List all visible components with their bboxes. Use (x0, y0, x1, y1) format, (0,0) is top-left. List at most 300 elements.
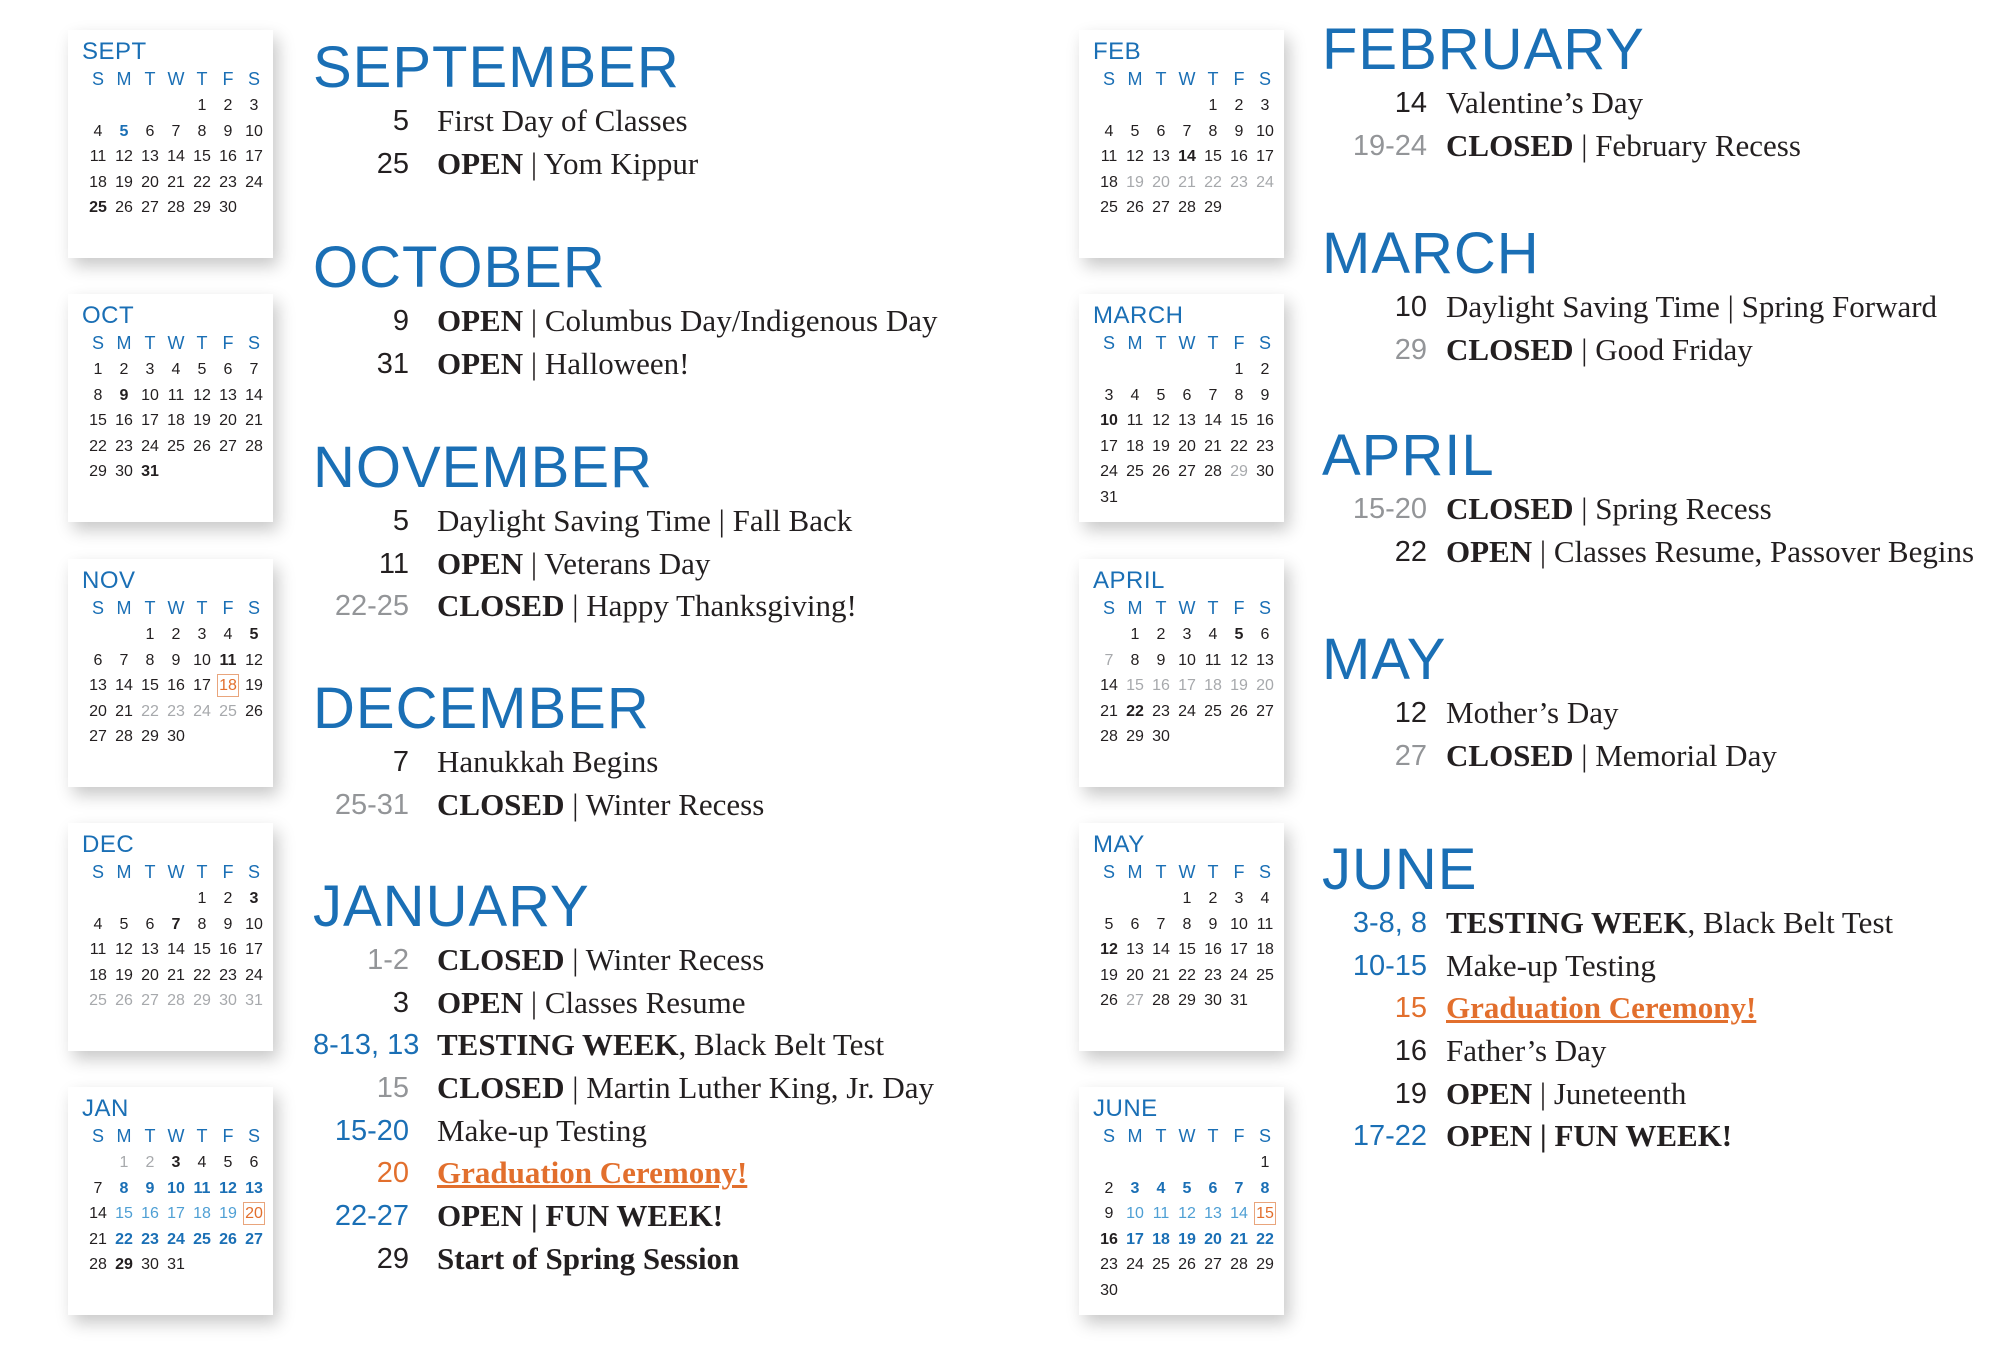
day-cell: 13 (141, 148, 159, 165)
event-row (1322, 1030, 1607, 1073)
day-cell: 15 (1204, 148, 1222, 165)
day-cell: 1 (1182, 890, 1192, 907)
mini-calendar-month: MAY (1093, 831, 1145, 858)
event-text-part: CLOSED (1446, 127, 1574, 163)
day-cell: 22 (1256, 1230, 1274, 1248)
day-cell: 30 (141, 1256, 159, 1273)
day-cell: 11 (1256, 915, 1274, 933)
day-cell: 16 (219, 941, 237, 958)
event-row (313, 939, 765, 982)
day-cell: 2 (119, 361, 129, 378)
day-cell: 22 (193, 966, 211, 984)
event-text-part: OPEN (437, 545, 524, 581)
weekday-label: T (196, 598, 208, 618)
event-text (437, 543, 710, 585)
event-row (313, 784, 765, 827)
mini-calendar-sept (68, 30, 273, 258)
month-title: DECEMBER (313, 676, 650, 741)
day-cell: 6 (223, 361, 233, 378)
week-row (1097, 1227, 1277, 1253)
event-text-part: CLOSED (1446, 737, 1574, 773)
event-date: 16 (1394, 1035, 1427, 1068)
weekday-label: W (1178, 1126, 1196, 1146)
day-cell: 18 (1126, 437, 1144, 455)
day-cell: 27 (1126, 992, 1144, 1009)
event-date: 10-15 (1352, 949, 1427, 982)
event-row (313, 543, 711, 586)
event-text-part: | Yom Kippur (523, 145, 699, 181)
day-grid (86, 1150, 266, 1278)
event-text (1446, 945, 1656, 987)
weekday-label: W (1178, 862, 1196, 882)
day-cell: 25 (219, 702, 237, 720)
week-row (86, 119, 266, 145)
week-row (1097, 699, 1277, 725)
month-title: JANUARY (313, 874, 590, 939)
weekday-label: S (247, 598, 260, 618)
day-cell: 14 (115, 677, 133, 694)
week-row (86, 622, 266, 648)
day-cell: 14 (1100, 677, 1118, 694)
day-cell: 15 (193, 941, 211, 958)
day-cell: 11 (1204, 651, 1222, 669)
day-cell: 4 (197, 1154, 207, 1171)
week-row (1097, 357, 1277, 383)
month-title: SEPTEMBER (313, 35, 680, 100)
day-cell: 19 (115, 173, 133, 191)
day-cell: 1 (197, 97, 207, 114)
event-date: 19-24 (1352, 129, 1427, 162)
day-cell: 8 (1182, 915, 1192, 933)
day-cell: 4 (1156, 1179, 1166, 1197)
day-cell: 17 (141, 412, 159, 429)
weekday-label: W (167, 862, 185, 882)
day-cell: 30 (167, 728, 185, 745)
day-cell: 2 (1234, 97, 1244, 114)
day-cell: 28 (1152, 992, 1170, 1009)
event-text (437, 1110, 647, 1152)
day-cell: 14 (167, 941, 185, 958)
weekday-label: S (91, 862, 104, 882)
week-row (86, 673, 266, 699)
weekday-label: F (1233, 862, 1245, 882)
day-cell: 29 (1126, 728, 1144, 745)
day-cell: 22 (141, 702, 159, 720)
day-cell: 3 (1130, 1179, 1140, 1197)
week-row (86, 144, 266, 170)
day-cell: 21 (89, 1230, 107, 1248)
day-cell: 21 (1152, 966, 1170, 984)
event-row (1322, 1115, 1733, 1158)
event-row (313, 1110, 647, 1153)
weekday-label: S (1102, 598, 1115, 618)
day-cell: 8 (145, 651, 155, 669)
weekday-label: T (144, 862, 156, 882)
weekday-label: W (1178, 69, 1196, 89)
day-cell: 15 (115, 1205, 133, 1222)
day-cell: 9 (171, 651, 181, 669)
day-cell: 23 (219, 966, 237, 984)
day-cell: 27 (1152, 199, 1170, 216)
day-cell: 13 (245, 1179, 263, 1197)
event-date: 9 (392, 305, 409, 337)
day-cell: 26 (1230, 702, 1248, 720)
day-cell: 30 (1256, 463, 1274, 480)
day-cell: 10 (193, 651, 211, 669)
mini-calendar-jan (68, 1087, 273, 1315)
event-row (313, 100, 688, 143)
event-date: 22-25 (334, 590, 409, 623)
week-row (86, 912, 266, 938)
day-cell: 2 (171, 626, 181, 643)
weekday-label: T (1155, 69, 1167, 89)
week-row (1097, 1150, 1277, 1176)
day-cell: 21 (167, 173, 185, 191)
day-cell: 28 (245, 437, 263, 455)
day-cell: 9 (145, 1179, 155, 1197)
day-cell: 18 (216, 673, 240, 698)
day-cell: 21 (245, 412, 263, 429)
day-cell: 20 (1126, 966, 1144, 984)
day-cell: 20 (242, 1201, 266, 1226)
event-text (437, 741, 658, 783)
graduation-link[interactable]: Graduation Ceremony! (1446, 990, 1757, 1026)
day-cell: 15 (89, 412, 107, 429)
day-cell: 13 (219, 386, 237, 404)
week-row (1097, 1278, 1277, 1304)
day-cell: 31 (167, 1256, 185, 1273)
day-cell: 3 (171, 1154, 181, 1171)
day-cell: 1 (1208, 97, 1218, 114)
day-cell: 9 (223, 122, 233, 140)
day-cell: 4 (223, 626, 233, 643)
day-cell: 15 (141, 677, 159, 694)
event-text (1446, 82, 1643, 124)
day-cell: 24 (245, 173, 263, 191)
month-title: FEBRUARY (1322, 17, 1645, 82)
day-cell: 3 (1234, 890, 1244, 907)
day-cell: 5 (223, 1154, 233, 1171)
day-cell: 29 (1204, 199, 1222, 216)
month-title: JUNE (1322, 837, 1478, 902)
day-cell: 29 (193, 199, 211, 216)
week-row (1097, 408, 1277, 434)
day-cell: 2 (1208, 890, 1218, 907)
day-cell: 6 (93, 651, 103, 669)
mini-calendar-may (1079, 823, 1284, 1051)
day-cell: 19 (1100, 966, 1118, 984)
month-section-april (1322, 423, 1975, 573)
event-text (1446, 692, 1618, 734)
event-date: 11 (378, 547, 409, 580)
week-row (86, 357, 266, 383)
event-date: 3 (392, 986, 409, 1019)
weekday-label: T (144, 69, 156, 89)
day-cell: 28 (1204, 463, 1222, 480)
weekday-label: T (144, 333, 156, 353)
event-text (1446, 735, 1777, 777)
week-row (1097, 170, 1277, 196)
event-row (313, 1152, 748, 1195)
day-cell: 5 (1234, 626, 1244, 643)
day-cell: 13 (89, 677, 107, 694)
mini-calendar-month: DEC (82, 831, 135, 858)
event-text (1446, 531, 1974, 573)
day-cell: 17 (167, 1205, 185, 1222)
day-cell: 22 (115, 1230, 133, 1248)
event-row (1322, 82, 1645, 125)
day-cell: 14 (1204, 412, 1222, 429)
day-cell: 16 (1230, 148, 1248, 165)
day-cell: 27 (141, 199, 159, 216)
day-cell: 5 (119, 915, 129, 933)
week-row (1097, 937, 1277, 963)
week-row (86, 988, 266, 1014)
event-row (1322, 329, 1753, 372)
day-cell: 23 (1204, 966, 1222, 984)
day-cell: 21 (115, 702, 133, 720)
event-text (437, 1024, 884, 1066)
day-cell: 1 (1234, 361, 1244, 378)
week-row (1097, 886, 1277, 912)
day-cell: 12 (1100, 941, 1118, 958)
week-row (1097, 1252, 1277, 1278)
day-cell: 1 (93, 361, 103, 378)
day-cell: 16 (219, 148, 237, 165)
day-cell: 2 (223, 97, 233, 114)
day-cell: 3 (1260, 97, 1270, 114)
day-cell: 7 (171, 122, 181, 140)
week-row (1097, 119, 1277, 145)
event-text (437, 1238, 739, 1280)
day-cell: 29 (89, 463, 107, 480)
week-row (1097, 648, 1277, 674)
week-row (86, 699, 266, 725)
weekday-label: F (222, 862, 234, 882)
weekday-label: F (222, 598, 234, 618)
weekday-label: M (116, 598, 132, 618)
event-text (437, 1067, 934, 1109)
week-row (1097, 195, 1277, 221)
weekday-label: F (1233, 598, 1245, 618)
weekday-label: T (1207, 69, 1219, 89)
event-text (437, 982, 745, 1024)
weekday-label: M (116, 69, 132, 89)
day-cell: 23 (1100, 1256, 1118, 1273)
weekday-label: M (116, 333, 132, 353)
month-title: MAY (1322, 627, 1447, 692)
day-grid (1097, 357, 1277, 510)
event-date: 5 (392, 105, 409, 137)
week-row (1097, 144, 1277, 170)
day-cell: 11 (1100, 148, 1118, 165)
month-section-november (313, 435, 857, 628)
day-cell: 1 (1260, 1154, 1270, 1171)
weekday-label: S (1102, 333, 1115, 353)
day-cell: 4 (1104, 122, 1114, 140)
day-cell: 8 (1260, 1179, 1270, 1197)
event-text-part: Daylight Saving Time | Fall Back (437, 503, 853, 538)
day-cell: 1 (1130, 626, 1140, 643)
mini-calendar-month: NOV (82, 567, 136, 594)
week-row (86, 434, 266, 460)
day-cell: 26 (1100, 992, 1118, 1009)
weekday-label: S (247, 333, 260, 353)
day-cell: 8 (1208, 122, 1218, 140)
event-text-part: , Black Belt Test (1687, 905, 1894, 940)
day-cell: 20 (1152, 173, 1170, 191)
day-cell: 29 (1256, 1256, 1274, 1273)
day-cell: 13 (141, 941, 159, 958)
day-cell: 27 (1178, 463, 1196, 480)
day-cell: 22 (1204, 173, 1222, 191)
day-cell: 18 (1152, 1230, 1170, 1248)
weekday-label: F (1233, 333, 1245, 353)
day-cell: 22 (1230, 437, 1248, 455)
day-cell: 3 (249, 97, 259, 114)
month-title: OCTOBER (313, 235, 606, 300)
day-cell: 9 (119, 386, 129, 404)
day-cell: 5 (119, 122, 129, 140)
day-cell: 12 (1178, 1205, 1196, 1222)
week-row (1097, 963, 1277, 989)
day-cell: 9 (1156, 651, 1166, 669)
day-cell: 4 (93, 122, 103, 140)
day-cell: 4 (171, 361, 181, 378)
event-text (1446, 488, 1772, 530)
event-date: 5 (392, 505, 409, 537)
day-cell: 16 (1152, 677, 1170, 694)
event-date: 17-22 (1352, 1120, 1427, 1153)
day-cell: 26 (1152, 463, 1170, 480)
day-cell: 12 (1126, 148, 1144, 165)
event-date: 15-20 (1352, 493, 1427, 525)
weekday-label: T (144, 598, 156, 618)
event-text-part: CLOSED (437, 942, 565, 977)
weekday-label: S (1258, 1126, 1271, 1146)
week-row (86, 1150, 266, 1176)
day-cell: 4 (1130, 386, 1140, 404)
week-row (86, 1227, 266, 1253)
event-text-part: OPEN (437, 345, 524, 381)
weekday-label: T (196, 862, 208, 882)
weekday-label: T (196, 1126, 208, 1146)
day-cell: 7 (93, 1179, 103, 1197)
day-cell: 7 (171, 915, 181, 933)
event-text-part: OPEN | FUN WEEK! (437, 1198, 724, 1234)
mini-calendar-nov (68, 559, 273, 787)
week-row (86, 408, 266, 434)
day-cell: 23 (1230, 173, 1248, 191)
day-cell: 29 (1178, 992, 1196, 1009)
event-date: 7 (392, 746, 409, 778)
week-row (1097, 912, 1277, 938)
weekday-label: S (91, 1126, 104, 1146)
day-cell: 25 (89, 992, 107, 1009)
day-cell: 27 (1204, 1256, 1222, 1273)
day-cell: 18 (1204, 677, 1222, 694)
event-text-part: OPEN (437, 303, 524, 338)
day-cell: 16 (115, 412, 133, 429)
day-cell: 7 (249, 361, 259, 378)
day-cell: 6 (145, 122, 155, 140)
day-cell: 25 (167, 437, 185, 455)
day-cell: 6 (1182, 386, 1192, 404)
day-cell: 18 (89, 173, 107, 191)
graduation-link[interactable]: Graduation Ceremony! (437, 1155, 748, 1191)
day-cell: 25 (1204, 702, 1222, 720)
day-cell: 16 (1256, 412, 1274, 429)
event-row (313, 982, 746, 1025)
day-cell: 20 (219, 412, 237, 429)
day-cell: 25 (193, 1230, 211, 1248)
weekday-label: F (1233, 69, 1245, 89)
day-cell: 20 (141, 966, 159, 984)
day-cell: 6 (1130, 915, 1140, 933)
weekday-label: S (1102, 69, 1115, 89)
mini-calendar-march (1079, 294, 1284, 522)
day-cell: 19 (219, 1205, 237, 1222)
event-text-part: OPEN (437, 145, 524, 181)
day-cell: 24 (245, 966, 263, 984)
day-cell: 26 (193, 437, 211, 455)
day-cell: 24 (167, 1230, 185, 1248)
day-cell: 26 (115, 199, 133, 216)
weekday-label: T (1207, 862, 1219, 882)
month-section-march (1322, 221, 1938, 371)
day-cell: 5 (1104, 915, 1114, 933)
day-cell: 26 (1126, 199, 1144, 216)
event-row (313, 343, 690, 386)
event-text-part: | Winter Recess (564, 786, 765, 822)
event-text (1446, 987, 1756, 1029)
weekday-label: M (1127, 862, 1143, 882)
event-text-part: | Halloween! (523, 345, 690, 381)
event-row (313, 585, 857, 628)
event-row (1322, 125, 1801, 168)
day-cell: 29 (141, 728, 159, 745)
weekday-label: M (116, 1126, 132, 1146)
day-cell: 13 (1204, 1205, 1222, 1222)
event-date: 31 (376, 347, 409, 380)
day-cell: 3 (1182, 626, 1192, 643)
day-cell: 8 (1130, 651, 1140, 669)
day-cell: 17 (245, 941, 263, 958)
month-title: MARCH (1322, 221, 1540, 286)
weekday-label: S (91, 598, 104, 618)
event-text-part: | Memorial Day (1573, 737, 1777, 773)
day-cell: 7 (1104, 651, 1114, 669)
day-cell: 24 (1256, 173, 1274, 191)
day-cell: 2 (1156, 626, 1166, 643)
weekday-label: T (1207, 598, 1219, 618)
day-cell: 24 (141, 437, 159, 455)
day-cell: 15 (1230, 412, 1248, 429)
day-cell: 19 (1178, 1230, 1196, 1248)
day-cell: 14 (245, 386, 263, 404)
week-row (1097, 93, 1277, 119)
month-section-february (1322, 17, 1801, 167)
day-cell: 21 (1230, 1230, 1248, 1248)
weekday-label: M (1127, 598, 1143, 618)
day-cell: 21 (1100, 702, 1118, 720)
event-date: 22 (1394, 535, 1427, 568)
weekday-label: S (247, 69, 260, 89)
day-cell: 16 (1204, 941, 1222, 958)
day-cell: 9 (223, 915, 233, 933)
day-cell: 28 (167, 992, 185, 1009)
day-cell: 10 (245, 122, 263, 140)
